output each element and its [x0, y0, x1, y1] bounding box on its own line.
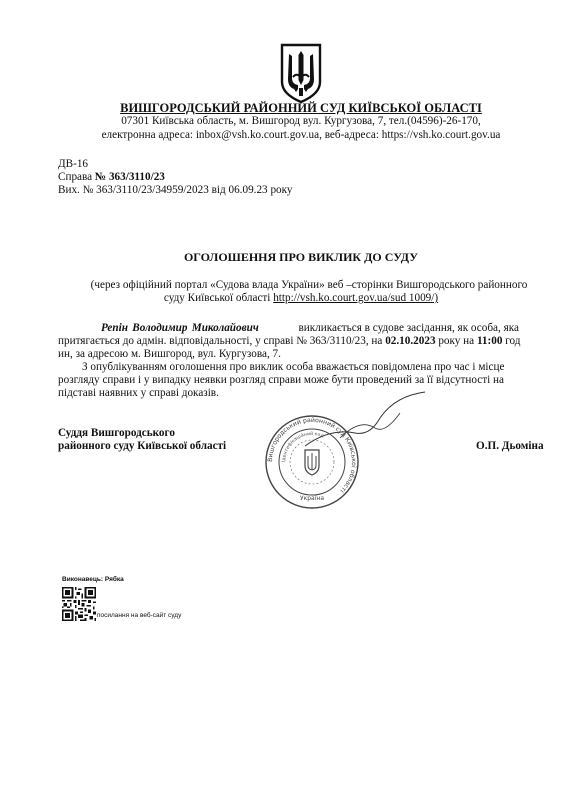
coat-of-arms-icon	[279, 42, 323, 104]
outgoing-number: Вих. № 363/3110/23/34959/2023 від 06.09.23 року	[58, 184, 293, 196]
judge-position-1: Суддя Вишгородського	[58, 427, 175, 439]
paragraph-1-line-1: викликається в судове засідання, як особа, яка	[298, 322, 519, 334]
paragraph-2-line-1: З опублікуванням оголошення про виклик особа вважається повідомлена про час і місце	[82, 361, 505, 373]
court-contacts: електронна адреса: inbox@vsh.ko.court.gov.ua, веб-адреса: https://vsh.ko.court.gov.ua	[101, 129, 501, 141]
seal-bottom-text: Україна	[299, 495, 325, 502]
paragraph-1-line-3: ин, за адресою м. Вишгород, вул. Кургузова, 7.	[58, 348, 281, 360]
qr-caption: посилання на веб-сайт суду	[97, 612, 182, 619]
person-name: Репін Володимир Миколайович	[101, 322, 259, 334]
court-website-link[interactable]: http://vsh.ko.court.gov.ua/sud 1009/)	[273, 292, 439, 304]
seal-outer-text: Вишгородський районний суд Київської області	[266, 416, 358, 495]
judge-name: О.П. Дьоміна	[476, 440, 544, 452]
hearing-date: 02.10.2023	[385, 335, 436, 347]
judge-position-2: районного суду Київської області	[58, 440, 227, 452]
paragraph-2-line-3: підставі наявних у справі доказів.	[58, 387, 219, 399]
person-name-line	[101, 321, 259, 335]
p1-text-c: год	[502, 335, 521, 347]
subtitle-text: суду Київської області	[163, 292, 274, 304]
executor: Виконавець: Рябка	[62, 576, 124, 583]
court-name: ВИШГОРОДСЬКИЙ РАЙОННИЙ СУД КИЇВСЬКОЇ ОБЛАСТІ	[120, 101, 482, 115]
court-address: 07301 Київська область, м. Вишгород вул. Кургузова, 7, тел.(04596)-26-170,	[121, 115, 481, 127]
case-label: Справа	[58, 171, 95, 183]
qr-code-icon[interactable]	[62, 587, 96, 621]
notice-subtitle-2	[0, 291, 571, 305]
seal-inner-text: Ідентифікаційний код	[281, 431, 325, 463]
p1-text-a: притягається до адмін. відповідальності, у справі № 363/3110/23, на	[58, 335, 386, 347]
official-seal	[262, 412, 362, 512]
form-code: ДВ-16	[58, 158, 89, 170]
case-line	[58, 170, 165, 184]
svg-text:Ідентифікаційний код	[281, 430, 324, 462]
notice-title: ОГОЛОШЕННЯ ПРО ВИКЛИК ДО СУДУ	[183, 250, 419, 264]
paragraph-2-line-2: розгляду справи і у випадку неявки розгляд справи може бути проведений за її відсутності на	[58, 374, 504, 386]
p1-text-b: року на	[435, 335, 477, 347]
paragraph-1-line-2	[58, 334, 521, 348]
notice-subtitle-1: (через офіційний портал «Судова влада України» веб –сторінки Вишгородського районного	[90, 279, 528, 291]
case-number: № 363/3110/23	[94, 171, 165, 183]
hearing-time: 11:00	[476, 335, 503, 347]
